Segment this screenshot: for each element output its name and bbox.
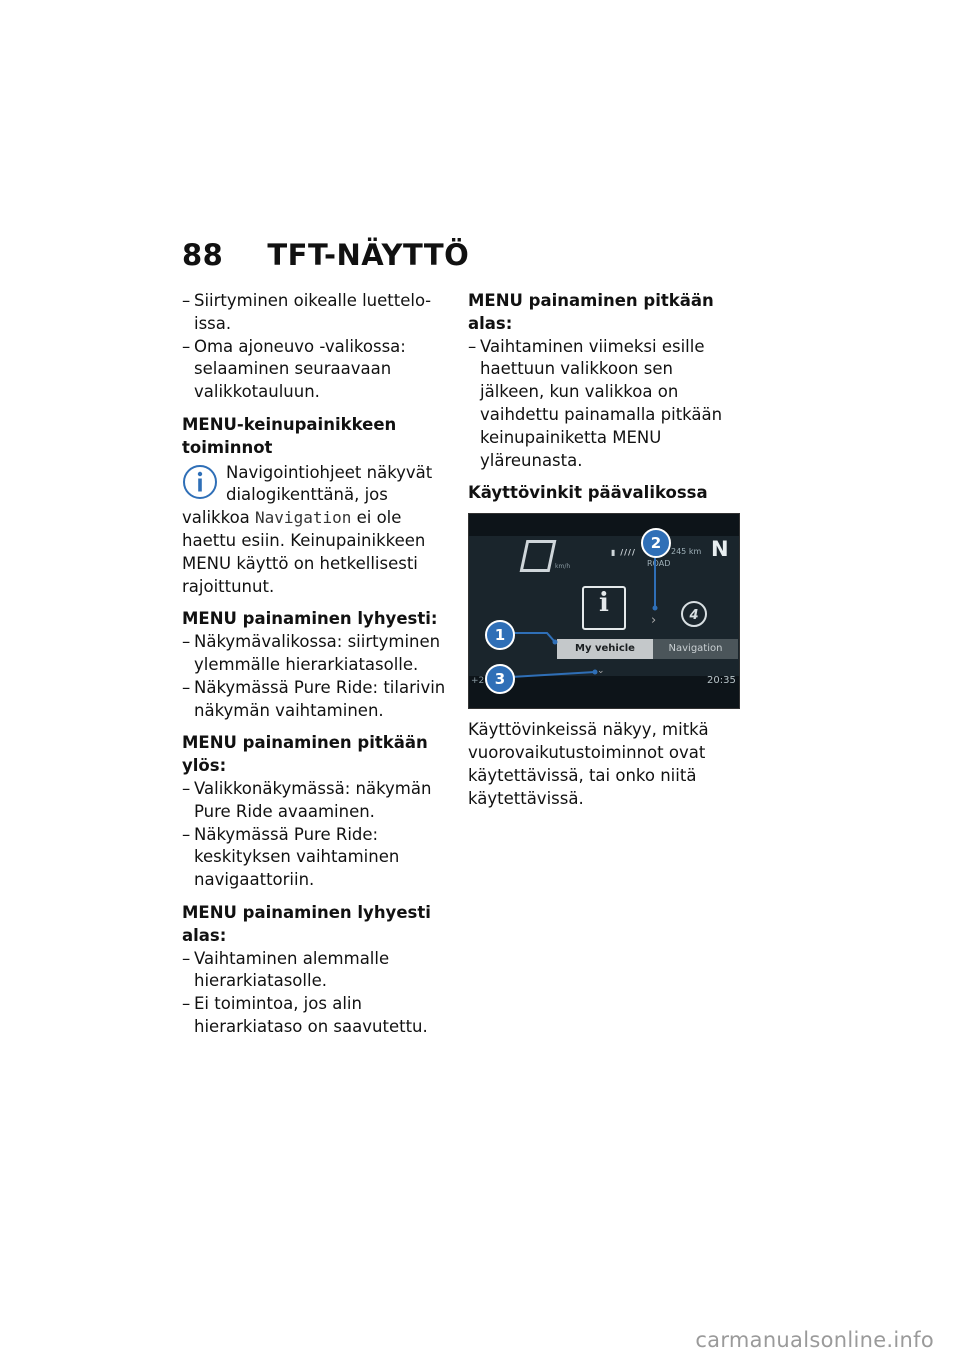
range-readout: 245 km bbox=[671, 547, 702, 557]
bullet-item: – Vaihtaminen alemmalle hierarkiatasolle. bbox=[182, 948, 450, 994]
page-header bbox=[182, 238, 469, 272]
bullet-item: – Näkymässä Pure Ride: keskityksen vaihtaminen navigaattoriin. bbox=[182, 824, 450, 892]
ride-mode: ROAD bbox=[647, 559, 671, 569]
section-heading: Käyttövinkit päävalikossa bbox=[468, 483, 708, 503]
bullet-item: – Ei toimintoa, jos alin hierarkiataso on saavutettu. bbox=[182, 993, 450, 1039]
tab-navigation: Navigation bbox=[653, 639, 738, 659]
section-heading: MENU painaminen lyhyesti: bbox=[182, 609, 438, 629]
gear-indicator: N bbox=[711, 537, 729, 562]
chevron-down-icon: ⌄ bbox=[597, 666, 605, 677]
callout-1: 1 bbox=[485, 620, 515, 650]
tab-my-vehicle: My vehicle bbox=[557, 639, 653, 659]
callout-2: 2 bbox=[641, 528, 671, 558]
note-block bbox=[182, 462, 450, 599]
clock-readout: 20:35 bbox=[707, 675, 736, 687]
note-text-pre: Navigointiohjeet näkyvät dialogikenttänä, jos valikkoa bbox=[182, 462, 433, 528]
signal-bars-icon: ▮ //// bbox=[611, 548, 636, 558]
left-column bbox=[182, 290, 450, 1039]
info-icon: i bbox=[582, 586, 626, 630]
note-text-post: ei ole haettu esiin. Keinupainikkeen MENU käyttö on hetkellisesti rajoittunut. bbox=[182, 508, 426, 596]
page-number: 88 bbox=[182, 238, 224, 272]
left-edge-value: +2 bbox=[471, 676, 485, 687]
right-column bbox=[468, 290, 736, 810]
speed-unit: km/h bbox=[555, 563, 571, 571]
section-heading: MENU-keinupainikkeen toiminnot bbox=[182, 414, 397, 457]
bullet-item: – Siirtyminen oikealle luetteloissa. bbox=[182, 290, 450, 336]
bullet-item: – Valikkonäkymässä: näkymän Pure Ride avaaminen. bbox=[182, 778, 450, 824]
watermark: carmanualsonline.info bbox=[695, 1328, 934, 1352]
tips-paragraph: Käyttövinkeissä näkyy, mitkä vuorovaikutustoiminnot ovat käytettävissä, tai onko niitä käytettävissä. bbox=[468, 720, 709, 808]
callout-3: 3 bbox=[485, 664, 515, 694]
gauge-icon: 4 bbox=[681, 601, 707, 627]
info-note-icon bbox=[182, 464, 218, 500]
bullet-item: – Oma ajoneuvo -valikossa: selaaminen seuraavaan valikkotauluun. bbox=[182, 336, 450, 404]
page-title: TFT-NÄYTTÖ bbox=[267, 238, 470, 272]
section-heading: MENU painaminen lyhyesti alas: bbox=[182, 902, 431, 945]
bullet-item: – Näkymässä Pure Ride: tilarivin näkymän vaihtaminen. bbox=[182, 677, 450, 723]
bullet-item: – Näkymävalikossa: siirtyminen ylemmälle hierarkiatasolle. bbox=[182, 631, 450, 677]
note-code: Navigation bbox=[255, 508, 352, 528]
tft-screen-illustration bbox=[468, 513, 740, 709]
section-heading: MENU painaminen pitkään alas: bbox=[468, 291, 714, 333]
chevron-right-icon: › bbox=[651, 613, 657, 629]
section-heading: MENU painaminen pitkään ylös: bbox=[182, 733, 428, 776]
bullet-item: – Vaihtaminen viimeksi esille haettuun valikkoon sen jälkeen, kun valikkoa on vaihdettu painamalla pitkään keinupainiketta MENU yläreunasta. bbox=[468, 336, 736, 473]
